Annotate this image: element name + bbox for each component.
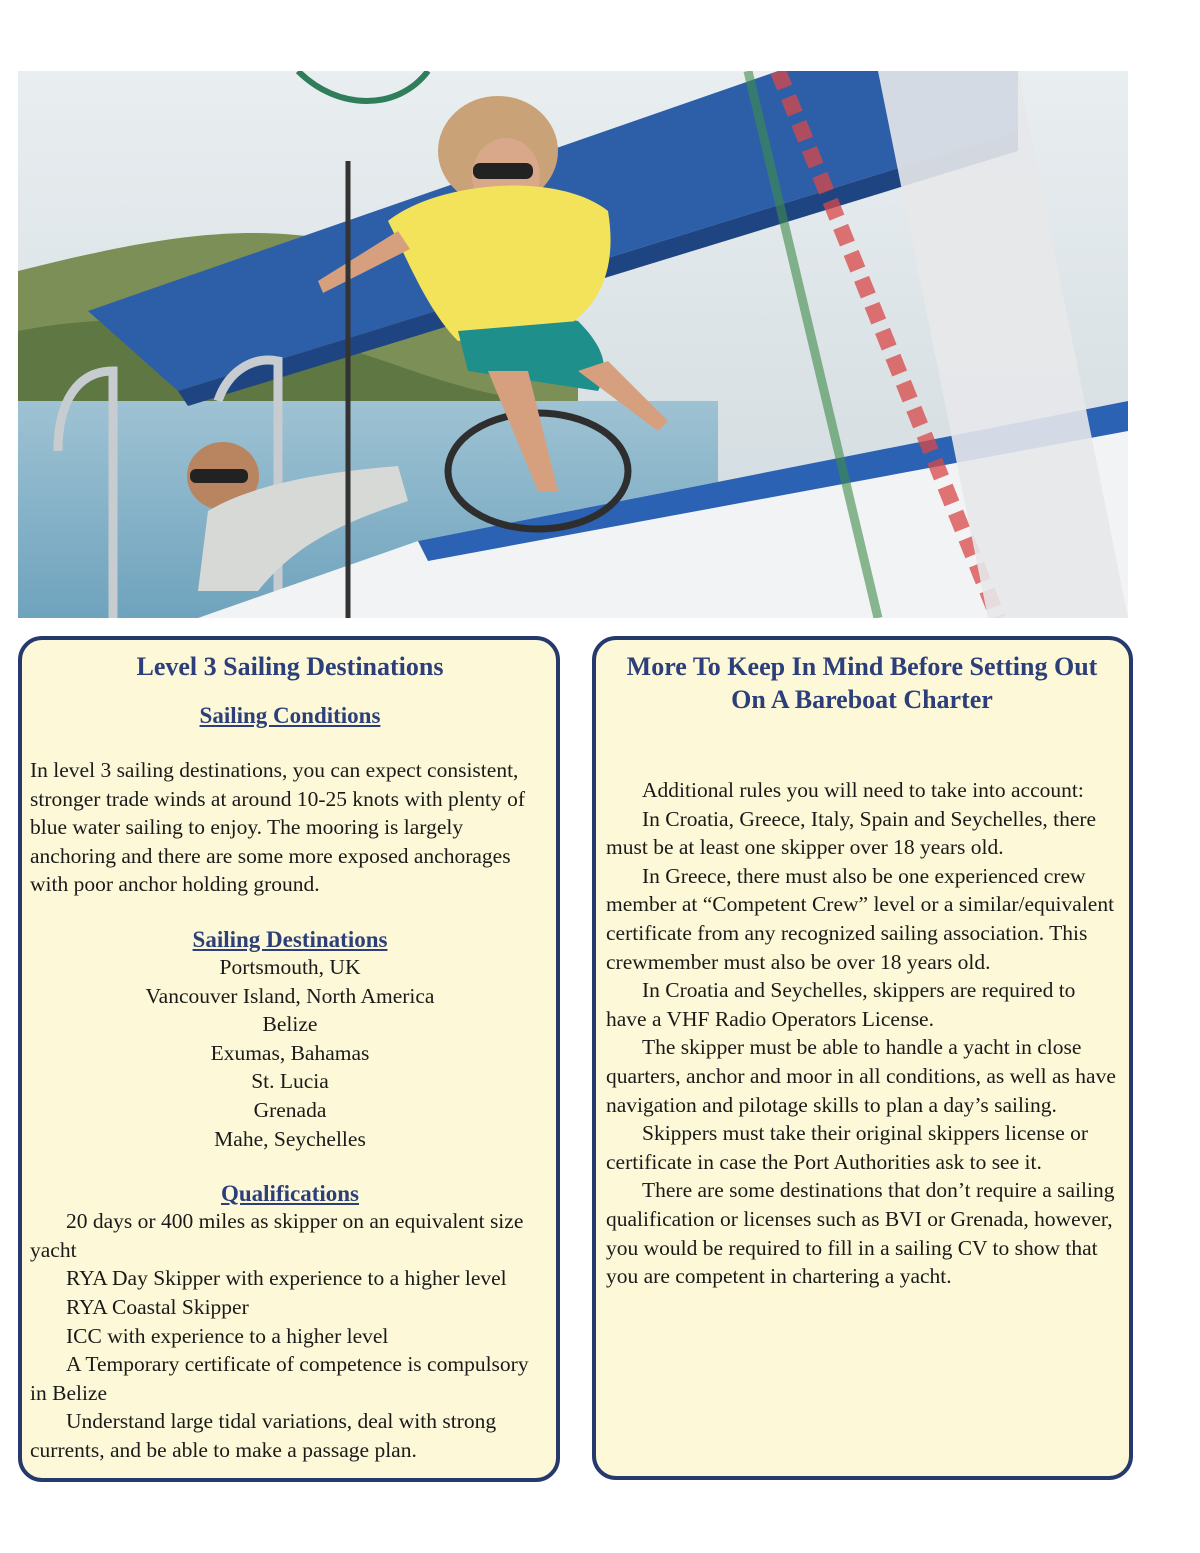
conditions-heading: Sailing Conditions bbox=[199, 703, 381, 728]
destinations-list bbox=[30, 953, 550, 1153]
destination-item: St. Lucia bbox=[251, 1069, 329, 1094]
qualification-item: RYA Day Skipper with experience to a higher level bbox=[66, 1266, 507, 1291]
qualification-item: 20 days or 400 miles as skipper on an equivalent size yacht bbox=[30, 1209, 524, 1262]
qualifications-list bbox=[30, 1207, 550, 1464]
hero-photo bbox=[18, 71, 1128, 618]
rule-paragraph: In Croatia and Seychelles, skippers are required to have a VHF Radio Operators License. bbox=[606, 978, 1076, 1031]
destination-item: Vancouver Island, North America bbox=[145, 983, 435, 1008]
qualification-item: Understand large tidal variations, deal with strong currents, and be able to make a passage plan. bbox=[30, 1409, 497, 1462]
sailing-photo-illustration bbox=[18, 71, 1128, 618]
qualification-item: A Temporary certificate of competence is compulsory in Belize bbox=[30, 1352, 529, 1405]
destination-item: Exumas, Bahamas bbox=[210, 1040, 370, 1065]
rule-paragraph: Skippers must take their original skippers license or certificate in case the Port Authorities ask to see it. bbox=[606, 1121, 1089, 1174]
qualifications-heading: Qualifications bbox=[220, 1181, 359, 1207]
destination-item: Portsmouth, UK bbox=[219, 954, 361, 979]
rule-paragraph: Additional rules you will need to take into account: bbox=[642, 778, 1084, 802]
level3-title: Level 3 Sailing Destinations bbox=[136, 652, 444, 681]
rule-paragraph: In Croatia, Greece, Italy, Spain and Seychelles, there must be at least one skipper over 18 years old. bbox=[606, 806, 1097, 860]
destination-item: Belize bbox=[262, 1012, 318, 1037]
destination-item: Grenada bbox=[253, 1097, 327, 1122]
qualification-item: ICC with experience to a higher level bbox=[66, 1323, 389, 1348]
bareboat-rules bbox=[606, 776, 1118, 1291]
conditions-text: In level 3 sailing destinations, you can expect consistent, stronger trade winds at around 10-25 knots with plenty of blue water sailing to enjoy. The mooring is largely anchoring and there are some more exposed anchorages with poor anchor holding ground. bbox=[30, 758, 526, 897]
rule-paragraph: The skipper must be able to handle a yacht in close quarters, anchor and moor in all conditions, as well as have navigation and pilotage skills to plan a day’s sailing. bbox=[606, 1035, 1116, 1117]
rule-paragraph: There are some destinations that don’t require a sailing qualification or licenses such as BVI or Grenada, however, you would be required to fill in a sailing CV to show that you are competent in chartering a yacht. bbox=[606, 1178, 1115, 1289]
rule-paragraph: In Greece, there must also be one experienced crew member at “Competent Crew” level or a similar/equivalent certificate from any recognized sailing association. This crewmember must also be over 18 years old. bbox=[606, 863, 1115, 974]
qualification-item: RYA Coastal Skipper bbox=[66, 1294, 249, 1319]
bareboat-title: More To Keep In Mind Before Setting Out On A Bareboat Charter bbox=[626, 652, 1098, 714]
bareboat-panel bbox=[592, 636, 1133, 1480]
destination-item: Mahe, Seychelles bbox=[214, 1126, 366, 1151]
level3-panel bbox=[18, 636, 560, 1482]
destinations-heading: Sailing Destinations bbox=[192, 926, 388, 952]
